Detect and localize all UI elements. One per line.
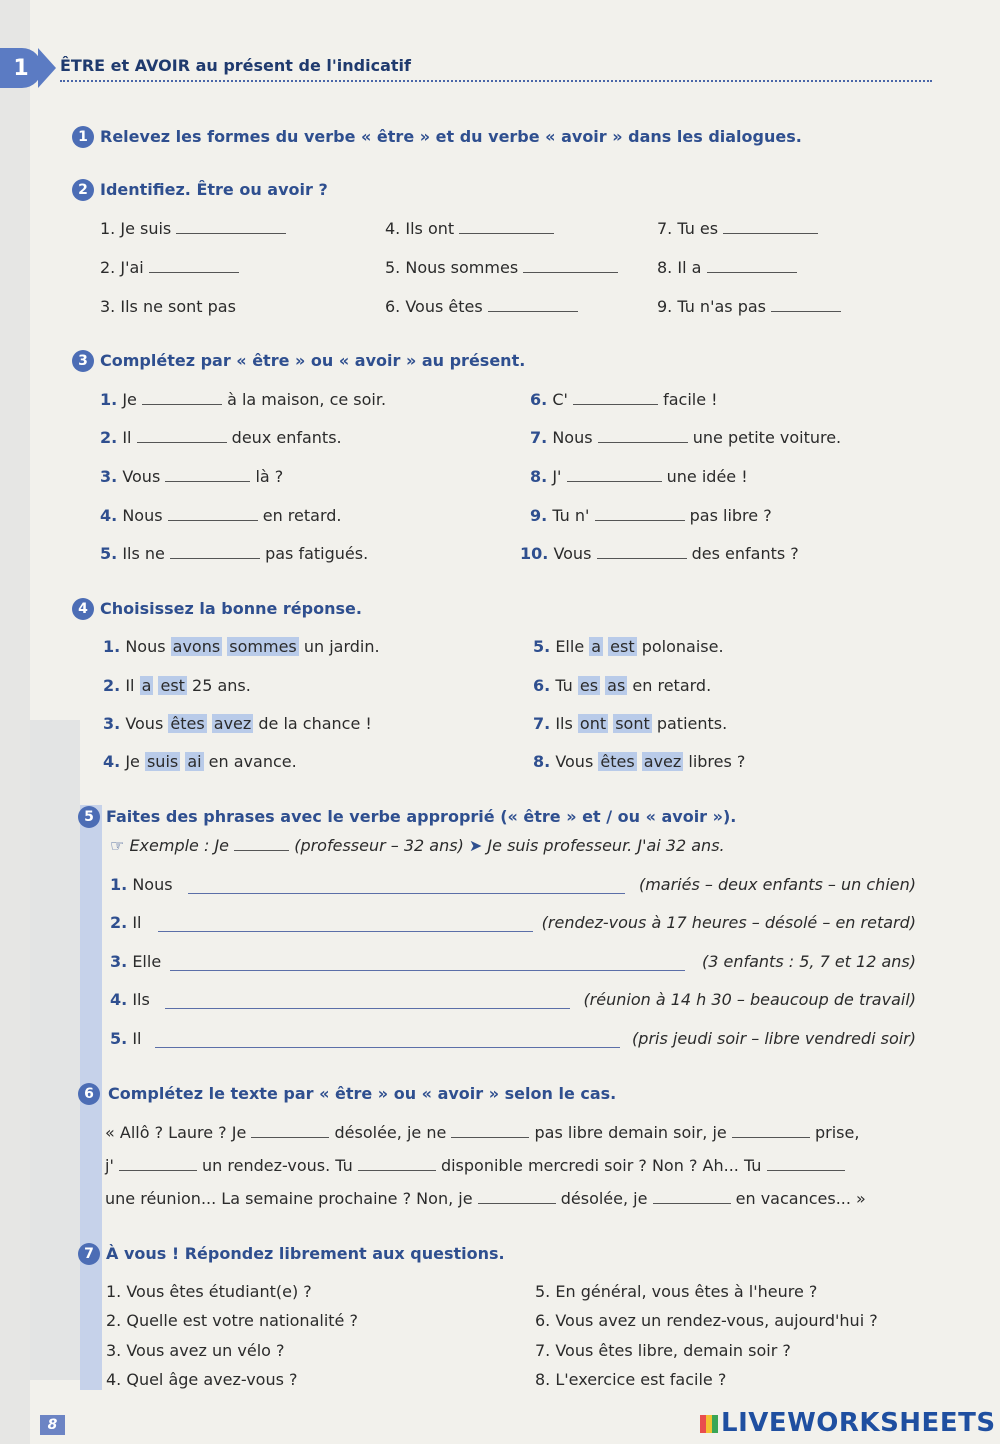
answer-blank[interactable] (595, 506, 685, 521)
ex3-item-4 (100, 506, 342, 525)
option-1[interactable]: suis (146, 752, 179, 771)
item-start: Nous (122, 506, 163, 525)
ex2-item-5 (385, 258, 618, 277)
answer-blank[interactable] (176, 219, 286, 234)
option-1[interactable]: es (579, 676, 599, 695)
item-start: Je (122, 390, 137, 409)
answer-blank[interactable] (165, 467, 250, 482)
ex5-example (110, 836, 725, 855)
item-number: 2. (110, 913, 128, 932)
liveworksheets-logo[interactable] (700, 1408, 996, 1438)
arrow-icon: ➤ (468, 836, 483, 855)
text-segment: un rendez-vous. Tu (202, 1156, 353, 1175)
ex2-item-2-text: 2. J'ai (100, 258, 144, 277)
ex2-item-3-text: 3. Ils ne sont pas (100, 297, 236, 316)
exercise-2-title: Identifiez. Être ou avoir ? (100, 180, 328, 199)
item-number: 5. (100, 544, 118, 563)
ex2-item-5-text: 5. Nous sommes (385, 258, 519, 277)
item-end: de la chance ! (258, 714, 372, 733)
item-number: 1. (103, 637, 121, 656)
ex2-item-9 (657, 297, 841, 316)
example-start: Exemple : Je (129, 836, 230, 855)
text-segment: prise, (814, 1123, 860, 1142)
item-start: C' (552, 390, 568, 409)
ex7-question-5: 5. En général, vous êtes à l'heure ? (535, 1282, 818, 1301)
ex2-item-8 (657, 258, 797, 277)
ex6-line-3 (105, 1189, 866, 1208)
item-start: Tu n' (552, 506, 590, 525)
ex7-question-6: 6. Vous avez un rendez-vous, aujourd'hui ? (535, 1311, 878, 1330)
item-start: J' (552, 467, 562, 486)
answer-line[interactable] (155, 1046, 620, 1048)
exercise-7-title: À vous ! Répondez librement aux questions. (106, 1244, 505, 1263)
item-number: 7. (530, 428, 548, 447)
text-segment: disponible mercredi soir ? Non ? Ah... Tu (440, 1156, 762, 1175)
answer-blank[interactable] (707, 258, 797, 273)
ex4-item-4 (103, 752, 297, 771)
exercise-6-title: Complétez le texte par « être » ou « avoir » selon le cas. (108, 1084, 617, 1103)
option-1[interactable]: a (141, 676, 152, 695)
ex5-item-2-start (110, 913, 141, 932)
ex7-question-1: 1. Vous êtes étudiant(e) ? (106, 1282, 312, 1301)
ex3-item-8 (530, 467, 748, 486)
item-subject: Elle (555, 637, 585, 656)
item-end: 25 ans. (192, 676, 251, 695)
answer-blank[interactable] (597, 544, 687, 559)
ex5-item-5-start (110, 1029, 141, 1048)
chapter-number-badge (0, 48, 42, 88)
ex6-line-1 (105, 1123, 859, 1142)
ex7-question-7: 7. Vous êtes libre, demain soir ? (535, 1341, 791, 1360)
ex5-item-4-hint: (réunion à 14 h 30 – beaucoup de travail) (583, 990, 916, 1009)
item-subject: Ils (132, 990, 150, 1009)
ex4-item-2 (103, 676, 251, 695)
ex4-item-7 (533, 714, 727, 733)
answer-blank[interactable] (451, 1123, 529, 1138)
item-end: en retard. (632, 676, 712, 695)
ex5-item-3-hint: (3 enfants : 5, 7 et 12 ans) (701, 952, 916, 971)
exercise-1-title: Relevez les formes du verbe « être » et du verbe « avoir » dans les dialogues. (100, 127, 802, 146)
item-number: 6. (530, 390, 548, 409)
item-subject: Je (125, 752, 140, 771)
exercise-3-title: Complétez par « être » ou « avoir » au présent. (100, 351, 526, 370)
answer-blank[interactable] (567, 467, 662, 482)
ex2-item-6 (385, 297, 578, 316)
answer-blank[interactable] (598, 428, 688, 443)
ex3-item-1 (100, 390, 386, 409)
item-number: 10. (520, 544, 549, 563)
hand-pointer-icon: ☞ (110, 836, 125, 855)
answer-blank[interactable] (251, 1123, 329, 1138)
example-blank (234, 836, 289, 851)
item-subject: Vous (125, 714, 164, 733)
text-segment: j' (105, 1156, 114, 1175)
item-subject: Il (125, 676, 135, 695)
answer-blank[interactable] (478, 1189, 556, 1204)
item-end: un jardin. (303, 637, 380, 656)
ex5-item-1-start (110, 875, 173, 894)
item-subject: Ils (555, 714, 573, 733)
example-hint: (professeur – 32 ans) (294, 836, 464, 855)
ex2-item-8-text: 8. Il a (657, 258, 702, 277)
item-end: polonaise. (641, 637, 724, 656)
item-number: 4. (100, 506, 118, 525)
option-1[interactable]: êtes (170, 714, 205, 733)
ex3-item-5 (100, 544, 368, 563)
answer-line[interactable] (158, 930, 533, 932)
item-start: Ils ne (122, 544, 165, 563)
ex5-item-5-hint: (pris jeudi soir – libre vendredi soir) (632, 1029, 916, 1048)
ex2-item-2 (100, 258, 239, 277)
option-1[interactable]: ont (579, 714, 607, 733)
exercise-1-number: 1 (72, 126, 94, 148)
answer-blank[interactable] (119, 1156, 197, 1171)
answer-blank[interactable] (573, 390, 658, 405)
logo-icon (700, 1415, 718, 1433)
ex3-item-10 (520, 544, 799, 563)
answer-blank[interactable] (149, 258, 239, 273)
option-1[interactable]: êtes (600, 752, 635, 771)
item-end: en retard. (262, 506, 342, 525)
exercise-7-number: 7 (78, 1243, 100, 1265)
answer-blank[interactable] (137, 428, 227, 443)
ex3-item-6 (530, 390, 718, 409)
answer-blank[interactable] (767, 1156, 845, 1171)
ex4-item-8 (533, 752, 745, 771)
option-2[interactable]: est (160, 676, 185, 695)
answer-blank[interactable] (358, 1156, 436, 1171)
option-2[interactable]: sont (615, 714, 650, 733)
ex2-item-3 (100, 297, 236, 316)
header-dotted-rule (60, 80, 932, 82)
item-number: 7. (533, 714, 551, 733)
item-number: 6. (533, 676, 551, 695)
text-segment: désolée, je (560, 1189, 648, 1208)
ex2-item-1-text: 1. Je suis (100, 219, 172, 238)
item-subject: Elle (132, 952, 162, 971)
ex7-question-4: 4. Quel âge avez-vous ? (106, 1370, 298, 1389)
example-answer: Je suis professeur. J'ai 32 ans. (487, 836, 725, 855)
item-number: 2. (100, 428, 118, 447)
logo-text: LIVEWORKSHEETS (721, 1408, 996, 1438)
answer-line[interactable] (170, 969, 685, 971)
item-end: des enfants ? (691, 544, 799, 563)
option-2[interactable]: ai (187, 752, 202, 771)
option-2[interactable]: avez (213, 714, 252, 733)
ex4-item-6 (533, 676, 711, 695)
ex5-item-1-hint: (mariés – deux enfants – un chien) (638, 875, 916, 894)
item-end: une idée ! (666, 467, 748, 486)
left-margin-band (0, 0, 30, 1444)
item-number: 4. (103, 752, 121, 771)
ex5-item-2-hint: (rendez-vous à 17 heures – désolé – en retard) (541, 913, 916, 932)
option-2[interactable]: avez (643, 752, 682, 771)
item-number: 4. (110, 990, 128, 1009)
ex6-line-2 (105, 1156, 845, 1175)
item-number: 3. (110, 952, 128, 971)
ex2-item-9-text: 9. Tu n'as pas (657, 297, 766, 316)
item-number: 8. (530, 467, 548, 486)
ex2-item-6-text: 6. Vous êtes (385, 297, 483, 316)
exercise-4-number: 4 (72, 598, 94, 620)
item-subject: Nous (125, 637, 166, 656)
answer-line[interactable] (188, 892, 625, 894)
left-margin-band-lower (30, 720, 80, 1380)
answer-blank[interactable] (170, 544, 260, 559)
ex7-question-8: 8. L'exercice est facile ? (535, 1370, 727, 1389)
answer-blank[interactable] (771, 297, 841, 312)
answer-blank[interactable] (488, 297, 578, 312)
item-end: pas fatigués. (265, 544, 369, 563)
ex3-item-7 (530, 428, 841, 447)
item-number: 5. (110, 1029, 128, 1048)
ex2-item-7-text: 7. Tu es (657, 219, 719, 238)
item-number: 9. (530, 506, 548, 525)
page-number: 8 (40, 1415, 65, 1435)
item-end: là ? (255, 467, 284, 486)
chapter-number: 1 (13, 55, 29, 81)
ex7-question-3: 3. Vous avez un vélo ? (106, 1341, 285, 1360)
exercise-2-number: 2 (72, 179, 94, 201)
ex4-item-1 (103, 637, 380, 656)
ex2-item-7 (657, 219, 818, 238)
item-end: deux enfants. (231, 428, 342, 447)
answer-blank[interactable] (523, 258, 618, 273)
exercise-5-title: Faites des phrases avec le verbe approprié (« être » et / ou « avoir »). (106, 807, 737, 826)
item-subject: Tu (555, 676, 573, 695)
text-segment: en vacances... » (735, 1189, 866, 1208)
item-number: 5. (533, 637, 551, 656)
ex5-item-3-start (110, 952, 161, 971)
chapter-title: ÊTRE et AVOIR au présent de l'indicatif (60, 56, 411, 75)
item-end: libres ? (688, 752, 746, 771)
text-segment: une réunion... La semaine prochaine ? Non, je (105, 1189, 473, 1208)
item-start: Vous (553, 544, 592, 563)
item-subject: Il (132, 1029, 142, 1048)
option-2[interactable]: as (607, 676, 626, 695)
ex3-item-9 (530, 506, 772, 525)
answer-blank[interactable] (653, 1189, 731, 1204)
item-subject: Vous (555, 752, 594, 771)
item-start: Nous (552, 428, 593, 447)
item-subject: Il (132, 913, 142, 932)
answer-line[interactable] (165, 1007, 570, 1009)
text-segment: pas libre demain soir, je (534, 1123, 727, 1142)
ex7-question-2: 2. Quelle est votre nationalité ? (106, 1311, 358, 1330)
item-number: 8. (533, 752, 551, 771)
exercise-5-number: 5 (78, 806, 100, 828)
answer-blank[interactable] (168, 506, 258, 521)
item-number: 1. (100, 390, 118, 409)
ex2-item-1 (100, 219, 286, 238)
item-number: 1. (110, 875, 128, 894)
exercise-3-number: 3 (72, 350, 94, 372)
ex3-item-2 (100, 428, 342, 447)
item-number: 3. (103, 714, 121, 733)
text-segment: « Allô ? Laure ? Je (105, 1123, 247, 1142)
ex5-item-4-start (110, 990, 150, 1009)
answer-blank[interactable] (142, 390, 222, 405)
text-segment: désolée, je ne (334, 1123, 447, 1142)
ex2-item-4 (385, 219, 554, 238)
exercise-6-number: 6 (78, 1083, 100, 1105)
answer-blank[interactable] (723, 219, 818, 234)
item-end: une petite voiture. (692, 428, 842, 447)
option-2[interactable]: est (610, 637, 635, 656)
item-end: patients. (656, 714, 728, 733)
ex4-item-5 (533, 637, 724, 656)
item-number: 2. (103, 676, 121, 695)
item-end: à la maison, ce soir. (227, 390, 387, 409)
answer-blank[interactable] (732, 1123, 810, 1138)
item-number: 3. (100, 467, 118, 486)
chapter-badge-arrow (38, 48, 56, 88)
item-end: facile ! (663, 390, 718, 409)
option-1[interactable]: a (591, 637, 602, 656)
answer-blank[interactable] (459, 219, 554, 234)
option-1[interactable]: avons (172, 637, 221, 656)
ex4-item-3 (103, 714, 372, 733)
item-end: en avance. (208, 752, 297, 771)
exercise-4-title: Choisissez la bonne réponse. (100, 599, 362, 618)
ex2-item-4-text: 4. Ils ont (385, 219, 455, 238)
option-2[interactable]: sommes (229, 637, 297, 656)
item-end: pas libre ? (689, 506, 772, 525)
ex3-item-3 (100, 467, 283, 486)
item-subject: Nous (132, 875, 173, 894)
item-start: Il (122, 428, 132, 447)
item-start: Vous (122, 467, 161, 486)
